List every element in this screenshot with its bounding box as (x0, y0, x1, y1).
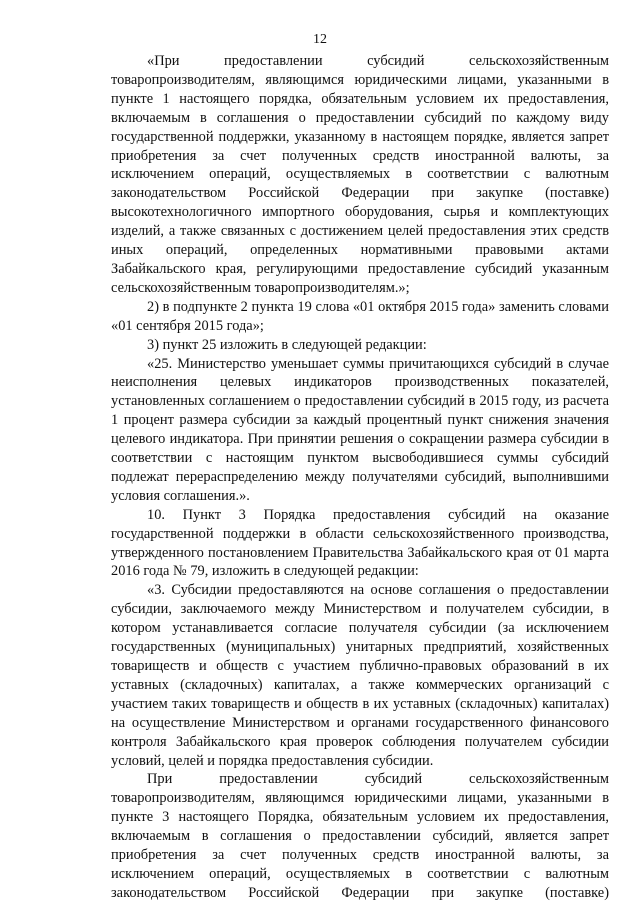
paragraph: При предоставлении субсидий сельскохозяйственным товаропроизводителям, являющимся юридическими лицами, указанными в пункте 3 настоящего Порядка, обязательным условием их предоставления, включаемым в соглашения о предоставлении субсидий, является запрет приобретения за счет полученных средств иностранной валюты, за исключением операций, осуществляемых в соответствии с валютным законодательством Российской Федерации при закупке (поставке) (111, 771, 609, 901)
paragraph: 2) в подпункте 2 пункта 19 слова «01 октября 2015 года» заменить словами «01 сентября 2015 года»; (111, 298, 609, 334)
document-body (111, 52, 609, 903)
paragraph: «При предоставлении субсидий сельскохозяйственным товаропроизводителям, являющимся юридическими лицами, указанными в пункте 1 настоящего порядка, обязательным условием их предоставления, включаемым в соглашения о предоставлении субсидий по каждому виду государственной поддержки, указанному в настоящем порядке, является запрет приобретения за счет полученных средств иностранной валюты, за исключением операций, осуществляемых в соответствии с валютным законодательством Российской Федерации при закупке (поставке) высокотехнологичного импортного оборудования, сырья и комплектующих изделий, а также связанных с достижением целей предоставления этих средств иных операций, определенных нормативными правовыми актами Забайкальского края, регулирующими предоставление субсидий указанным сельскохозяйственным товаропроизводителям.»; (111, 53, 609, 296)
paragraph: «3. Субсидии предоставляются на основе соглашения о предоставлении субсидии, заключаемого между Министерством и получателем субсидии, в котором устанавливается согласие получателя субсидии (за исключением государственных (муниципальных) унитарных предприятий, хозяйственных товариществ и обществ с участием публично-правовых образований в их уставных (складочных) капиталах, а также коммерческих организаций с участием таких товариществ и обществ в их уставных (складочных) капиталах) на осуществление Министерством и органами государственного финансового контроля Забайкальского края проверок соблюдения получателем субсидии условий, целей и порядка предоставления субсидии. (111, 582, 609, 769)
paragraph: 10. Пункт 3 Порядка предоставления субсидий на оказание государственной поддержки в области сельскохозяйственного производства, утвержденного постановлением Правительства Забайкальского края от 01 марта 2016 года № 79, изложить в следующей редакции: (111, 506, 609, 580)
paragraph: «25. Министерство уменьшает суммы причитающихся субсидий в случае неисполнения целевых индикаторов производственных показателей, установленных соглашением о предоставлении субсидий в 2015 году, из расчета 1 процент размера субсидии за каждый процентный пункт снижения значения целевого индикатора. При принятии решения о сокращении размера субсидии в соответствии с настоящим пунктом высвободившиеся суммы субсидий подлежат перераспределению между получателями субсидий, выполнившими условия соглашения.». (111, 355, 609, 504)
page-number: 12 (313, 32, 327, 47)
paragraph: 3) пункт 25 изложить в следующей редакции: (147, 336, 427, 353)
